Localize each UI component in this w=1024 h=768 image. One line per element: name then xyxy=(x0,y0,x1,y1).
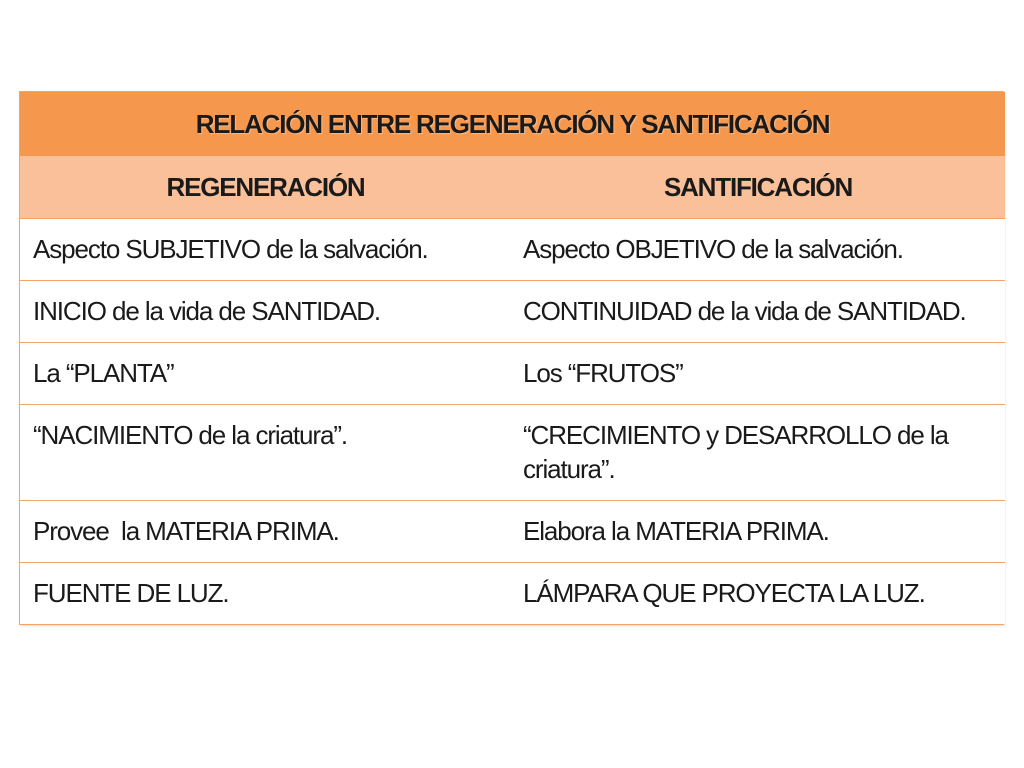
cell-regeneracion: Provee la MATERIA PRIMA. xyxy=(20,501,511,563)
table-title-row xyxy=(20,92,1005,156)
cell-regeneracion: FUENTE DE LUZ. xyxy=(20,563,511,625)
cell-santificacion: LÁMPARA QUE PROYECTA LA LUZ. xyxy=(511,563,1005,625)
table-row xyxy=(20,501,1005,563)
cell-santificacion: “CRECIMIENTO y DESARROLLO de la criatura”. xyxy=(511,405,1005,501)
table-header-row xyxy=(20,156,1005,219)
cell-santificacion: Elabora la MATERIA PRIMA. xyxy=(511,501,1005,563)
comparison-table xyxy=(19,91,1004,625)
cell-santificacion: Aspecto OBJETIVO de la salvación. xyxy=(511,219,1005,281)
cell-regeneracion: INICIO de la vida de SANTIDAD. xyxy=(20,281,511,343)
header-santificacion: SANTIFICACIÓN xyxy=(511,156,1005,219)
table-row xyxy=(20,563,1005,625)
table-row xyxy=(20,343,1005,405)
table-row xyxy=(20,405,1005,501)
cell-regeneracion: La “PLANTA” xyxy=(20,343,511,405)
cell-santificacion: Los “FRUTOS” xyxy=(511,343,1005,405)
comparison-table-grid xyxy=(20,92,1005,624)
table-row xyxy=(20,281,1005,343)
cell-santificacion: CONTINUIDAD de la vida de SANTIDAD. xyxy=(511,281,1005,343)
table-row xyxy=(20,219,1005,281)
header-regeneracion: REGENERACIÓN xyxy=(20,156,511,219)
cell-regeneracion: Aspecto SUBJETIVO de la salvación. xyxy=(20,219,511,281)
cell-regeneracion: “NACIMIENTO de la criatura”. xyxy=(20,405,511,501)
table-title: RELACIÓN ENTRE REGENERACIÓN Y SANTIFICACIÓN xyxy=(20,92,1005,156)
